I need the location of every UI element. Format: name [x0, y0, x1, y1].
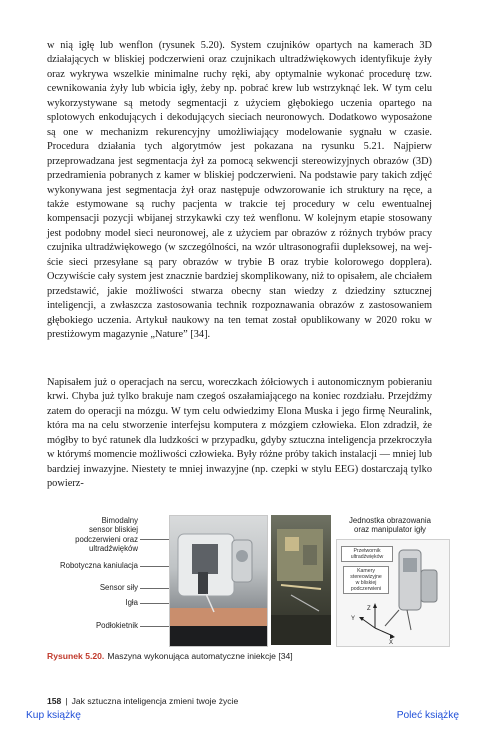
- label-robotic-cannulation: Robotyczna kaniulacja: [59, 561, 138, 570]
- body-paragraph-1: w nią igłę lub wenflon (rysunek 5.20). System czujników opartych na kamerach 3D działających w bliskiej podczerwieni oraz czujnikach ultradźwiękowych identyfikuje żyły oraz wykrywa wszelkie minimalne ruchy ręki, aby optymalnie wykonać procedurę tzw. cewnikowania żyły lub wbicia igły, żeby np. pobrać krew lub wstrzyknąć lek. W tym celu wykorzystywane są metody segmentacji z użyciem głębokiego uczenia opartego na splotowych enkodujących i dekodujących sieciach neuronowych. Dodatkowo wyposażone są one w mechanizm rekurencyjny umożliwiający modelowanie sygnału w czasie. Procedura działania tych algorytmów jest pokazana na rysunku 5.21. Najpierw przeprowadzana jest segmentacja żył za pomocą sekwencji stereowizyjnych obrazów (3D) przedramienia pobranych z kamer w bliskiej podczerwieni. Na podstawie pary takich zdjęć wykonywana jest segmentacja żył oraz następuje odwzorowanie ich struktury na ręce, a także estymowane są ruchy pacjenta w trakcie tej procedury w celu ewentualnej kompensacji pozycji wbijanej strzykawki czy też wenflonu. W kolejnym etapie stosowany jest podobny model sieci neuronowej, ale z użyciem par obrazów z różnych trybów pracy czujnika ultradźwiękowego (w szczególności, na wzór ultrasonografii dupleksowej, na wejście sieci przesyłane są pary obrazów w trybie B oraz trybie kolorowego dopplera). Oczywiście cały system jest znacznie bardziej skomplikowany, niż to opisałem, ale chciałem przedstawić, jakie możliwości stwarza obecny stan wiedzy z dziedziny sztucznej inteligencji, a zwłaszcza zastosowania technik rozpoznawania obrazów z zastosowaniem głębokiego uczenia. Artykuł naukowy na ten temat został opublikowany w 2020 roku w prestiżowym magazynie „Nature” [34].: [47, 40, 432, 341]
- inset-label-ultrasound-transducer: Przetwornik ultradźwięków: [341, 546, 393, 562]
- label-imaging-unit: Jednostka obrazowania oraz manipulator igły: [349, 516, 431, 535]
- axis-label-y: Y: [351, 616, 356, 622]
- recommend-book-link[interactable]: Poleć książkę: [396, 710, 459, 721]
- robot-photo: [169, 515, 268, 647]
- figure-5-20: [40, 509, 450, 647]
- robot-illustration: [170, 516, 267, 646]
- inset-label-stereo-cameras: Kamery stereowizyjne w bliskiej podczerwieni: [343, 566, 389, 594]
- footer-separator: |: [65, 696, 68, 706]
- label-needle: Igła: [125, 598, 138, 607]
- buy-book-link[interactable]: Kup książkę: [26, 710, 81, 721]
- caption-number: Rysunek 5.20.: [47, 651, 105, 661]
- device-detail-photo: [271, 515, 331, 645]
- body-paragraph-2: Napisałem już o operacjach na sercu, woreczkach żółciowych i autonomicznym pobieraniu krwi. Chyba już tylko brakuje nam czegoś oszałamiającego na koniec rozdziału. Przejdźmy zatem do operacji na mózgu. W tym celu odwiedzimy Elona Muska i jego firmę Neuralink, która ma na celu stworzenie interfejsu komputera z mózgiem człowieka. Elon zdradził, że mógłby to być ratunek dla ludzkości w przypadku, gdyby sztuczna inteligencja przekroczyła w którymś momencie możliwości człowieka. Były różne próby takich instalacji — mniej lub bardziej inwazyjne. Niestety te mniej inwazyjne (np. czepki w stylu EEG) dostarczają tylko powierz-: [47, 377, 432, 490]
- label-force-sensor: Sensor siły: [99, 583, 138, 592]
- imaging-unit-schematic: [336, 539, 450, 647]
- label-bimodal-sensor: Bimodalny sensor bliskiej podczerwieni oraz ultradźwięków: [75, 516, 138, 554]
- label-armrest: Podłokietnik: [95, 621, 138, 630]
- axis-label-z: Z: [367, 606, 371, 612]
- page-number: 158: [47, 696, 62, 706]
- book-title: Jak sztuczna inteligencja zmieni twoje życie: [71, 696, 239, 706]
- device-detail-illustration: [271, 515, 331, 645]
- page-footer: [47, 696, 238, 706]
- caption-text: Maszyna wykonująca automatyczne iniekcje [34]: [107, 651, 293, 661]
- axis-label-x: X: [389, 640, 394, 646]
- figure-caption: [47, 651, 437, 661]
